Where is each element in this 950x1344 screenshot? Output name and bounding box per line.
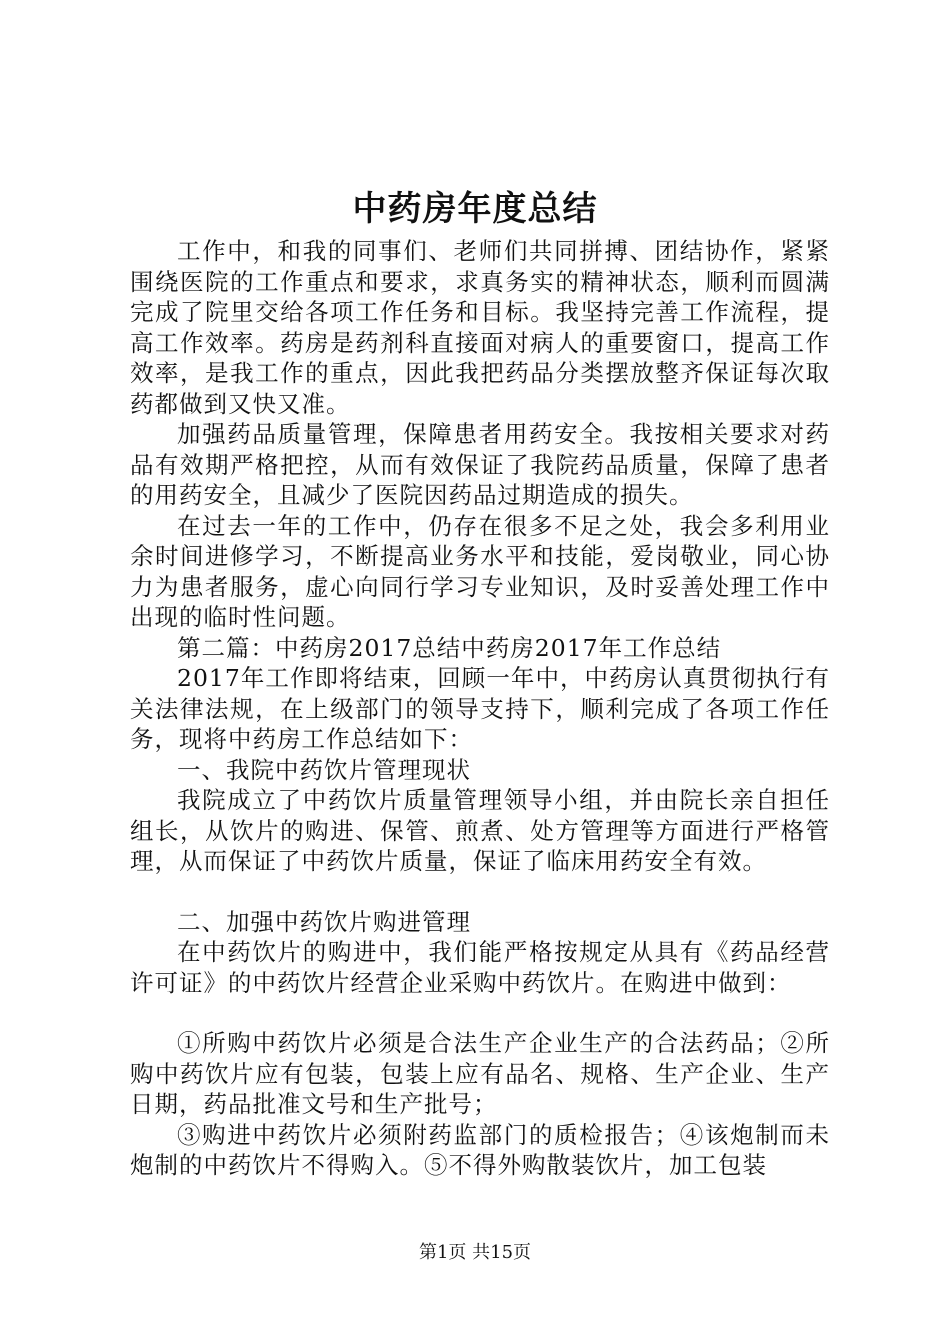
document-title: 中药房年度总结 <box>352 189 598 229</box>
paragraph: 在过去一年的工作中，仍存在很多不足之处，我会多利用业余时间进修学习，不断提高业务水平和技能，爱岗敬业，同心协力为患者服务，虚心向同行学习专业知识，及时妥善处理工作中出现的临时性问题。 <box>130 511 830 631</box>
paragraph: 在中药饮片的购进中，我们能严格按规定从具有《药品经营许可证》的中药饮片经营企业采购中药饮片。在购进中做到： <box>130 938 830 997</box>
paragraph: 加强药品质量管理，保障患者用药安全。我按相关要求对药品有效期严格把控，从而有效保证了我院药品质量，保障了患者的用药安全，且减少了医院因药品过期造成的损失。 <box>130 420 830 509</box>
paragraph: 我院成立了中药饮片质量管理领导小组，并由院长亲自担任组长，从饮片的购进、保管、煎煮、处方管理等方面进行严格管理，从而保证了中药饮片质量，保证了临床用药安全有效。 <box>130 786 830 875</box>
paragraph: ③购进中药饮片必须附药监部门的质检报告；④该炮制而未炮制的中药饮片不得购入。⑤不得外购散装饮片，加工包装 <box>130 1120 830 1179</box>
section-heading: 一、我院中药饮片管理现状 <box>177 755 471 784</box>
document-body <box>130 236 830 1181</box>
page-number-footer: 第1页 共15页 <box>418 1242 532 1263</box>
section-heading: 二、加强中药饮片购进管理 <box>177 907 471 936</box>
paragraph: 工作中，和我的同事们、老师们共同拼搏、团结协作，紧紧围绕医院的工作重点和要求，求真务实的精神状态，顺利而圆满完成了院里交给各项工作任务和目标。我坚持完善工作流程，提高工作效率。药房是药剂科直接面对病人的重要窗口，提高工作效率，是我工作的重点，因此我把药品分类摆放整齐保证每次取药都做到又快又准。 <box>130 237 830 418</box>
section-heading: 第二篇：中药房2017总结中药房2017年工作总结 <box>177 633 722 662</box>
paragraph: ①所购中药饮片必须是合法生产企业生产的合法药品；②所购中药饮片应有包装，包装上应有品名、规格、生产企业、生产日期，药品批准文号和生产批号； <box>130 1029 830 1118</box>
paragraph: 2017年工作即将结束，回顾一年中，中药房认真贯彻执行有关法律法规，在上级部门的领导支持下，顺利完成了各项工作任务，现将中药房工作总结如下： <box>130 664 830 753</box>
